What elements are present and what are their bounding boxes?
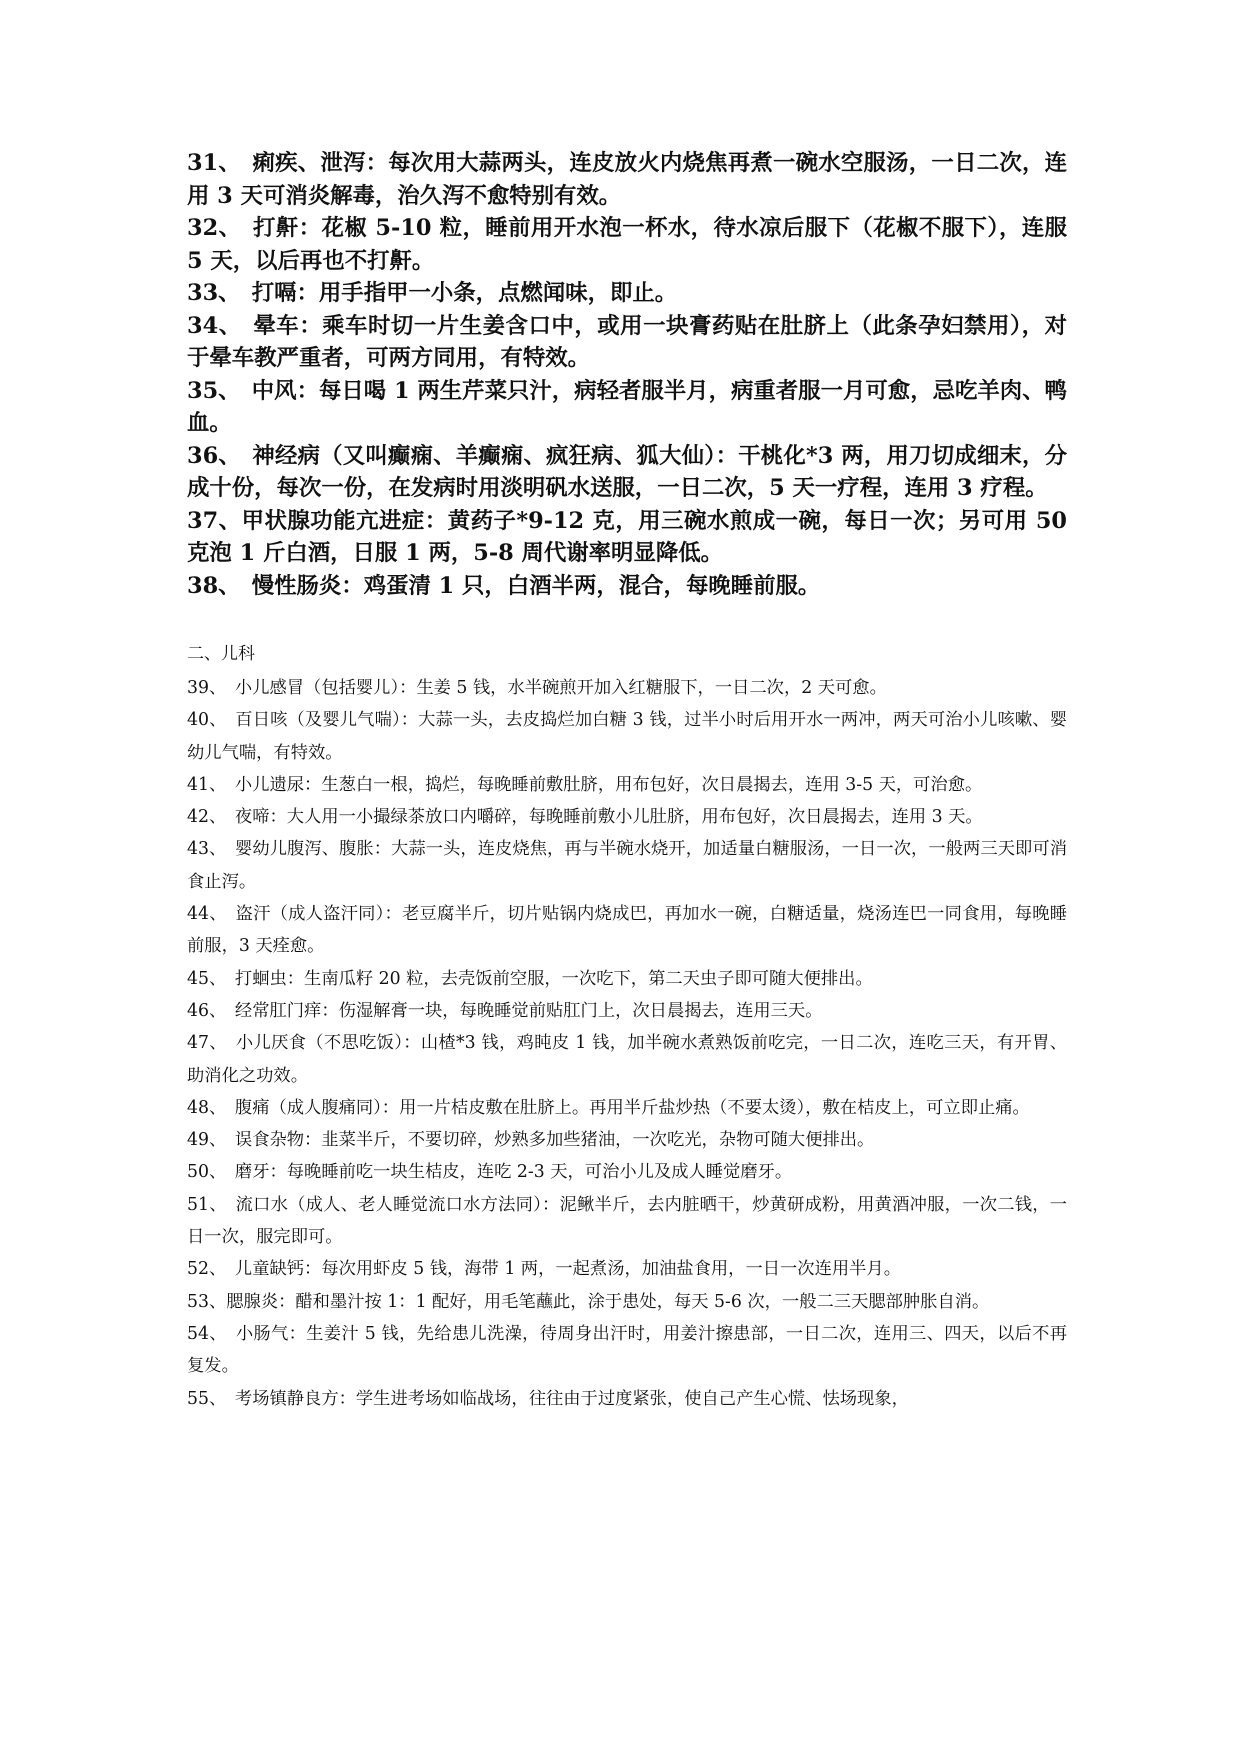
list-item: 47、 小儿厌食（不思吃饭）：山楂*3 钱，鸡盹皮 1 钱，加半碗水煮熟饭前吃完，一日二次，连吃三天，有开胃、助消化之功效。: [187, 1033, 1067, 1086]
list-item: 36、 神经病（又叫癫痫、羊癫痫、疯狂病、狐大仙）：干桃化*3 两，用刀切成细末，分成十份，每次一份，在发病时用淡明矾水送服，一日二次，5 天一疗程，连用 3 疗程。: [187, 442, 1067, 501]
list-item: 41、 小儿遗尿：生葱白一根，捣烂，每晚睡前敷肚脐，用布包好，次日晨揭去，连用 3-5 天，可治愈。: [187, 774, 983, 795]
list-item: 40、 百日咳（及婴儿气喘）：大蒜一头，去皮捣烂加白糖 3 钱，过半小时后用开水一两冲，两天可治小儿咳嗽、婴幼儿气喘，有特效。: [187, 710, 1067, 763]
list-item: 55、 考场镇静良方：学生进考场如临战场，往往由于过度紧张，使自己产生心慌、怯场现象，: [187, 1388, 909, 1409]
list-item: 44、 盗汗（成人盗汗同）：老豆腐半斤，切片贴锅内烧成巴，再加水一碗，白糖适量，烧汤连巴一同食用，每晚睡前服，3 天痊愈。: [187, 904, 1067, 957]
document-content: [187, 147, 1067, 1415]
list-item: 37、甲状腺功能亢进症：黄药子*9-12 克，用三碗水煎成一碗，每日一次；另可用 50 克泡 1 斤白酒，日服 1 两，5-8 周代谢率明显降低。: [187, 507, 1067, 566]
list-item: 53、腮腺炎：醋和墨汁按 1：1 配好，用毛笔蘸此，涂于患处，每天 5-6 次，一般二三天腮部肿胀自消。: [187, 1291, 990, 1312]
list-item: 48、 腹痛（成人腹痛同）：用一片桔皮敷在肚脐上。再用半斤盐炒热（不要太烫），敷在桔皮上，可立即止痛。: [187, 1097, 1030, 1118]
list-item: 50、 磨牙：每晚睡前吃一块生桔皮，连吃 2-3 天，可治小儿及成人睡觉磨牙。: [187, 1162, 793, 1183]
section-heading-pediatrics: 二、儿科: [187, 644, 255, 664]
pediatric-remedies-list: [187, 672, 1067, 1415]
list-item: 46、 经常肛门痒：伤湿解膏一块，每晚睡觉前贴肛门上，次日晨揭去，连用三天。: [187, 1000, 823, 1021]
list-item: 52、 儿童缺钙：每次用虾皮 5 钱，海带 1 两，一起煮汤，加油盐食用，一日一次连用半月。: [187, 1259, 901, 1280]
list-item: 54、 小肠气：生姜汁 5 钱，先给患儿洗澡，待周身出汗时，用姜汁擦患部，一日二次，连用三、四天，以后不再复发。: [187, 1323, 1067, 1377]
list-item: 38、 慢性肠炎：鸡蛋清 1 只，白酒半两，混合，每晚睡前服。: [187, 572, 821, 599]
list-item: 31、 痢疾、泄泻：每次用大蒜两头，连皮放火内烧焦再煮一碗水空服汤，一日二次，连用 3 天可消炎解毒，治久泻不愈特别有效。: [187, 150, 1067, 209]
list-item: 34、 晕车：乘车时切一片生姜含口中，或用一块膏药贴在肚脐上（此条孕妇禁用），对于晕车教严重者，可两方同用，有特效。: [187, 312, 1067, 371]
list-item: 32、 打鼾：花椒 5-10 粒，睡前用开水泡一杯水，待水凉后服下（花椒不服下），连服 5 天，以后再也不打鼾。: [187, 215, 1067, 274]
adult-remedies-list: [187, 147, 1067, 602]
list-item: 33、 打嗝：用手指甲一小条，点燃闻味，即止。: [187, 280, 678, 306]
list-item: 49、 误食杂物：韭菜半斤，不要切碎，炒熟多加些猪油，一次吃光，杂物可随大便排出。: [187, 1130, 875, 1151]
list-item: 43、 婴幼儿腹泻、腹胀：大蒜一头，连皮烧焦，再与半碗水烧开，加适量白糖服汤，一日一次，一般两三天即可消食止泻。: [187, 839, 1067, 892]
list-item: 51、 流口水（成人、老人睡觉流口水方法同）：泥鳅半斤，去内脏晒干，炒黄研成粉，用黄酒冲服，一次二钱，一日一次，服完即可。: [187, 1194, 1067, 1248]
list-item: 39、 小儿感冒（包括婴儿）：生姜 5 钱，水半碗煎开加入红糖服下，一日二次，2 天可愈。: [187, 678, 887, 698]
list-item: 42、 夜啼：大人用一小撮绿茶放口内嚼碎，每晚睡前敷小儿肚脐，用布包好，次日晨揭去，连用 3 天。: [187, 807, 983, 828]
list-item: 35、 中风：每日喝 1 两生芹菜只汁，病轻者服半月，病重者服一月可愈，忌吃羊肉、鸭血。: [187, 377, 1067, 436]
list-item: 45、 打蛔虫：生南瓜籽 20 粒，去壳饭前空服，一次吃下，第二天虫子即可随大便排出。: [187, 968, 873, 989]
